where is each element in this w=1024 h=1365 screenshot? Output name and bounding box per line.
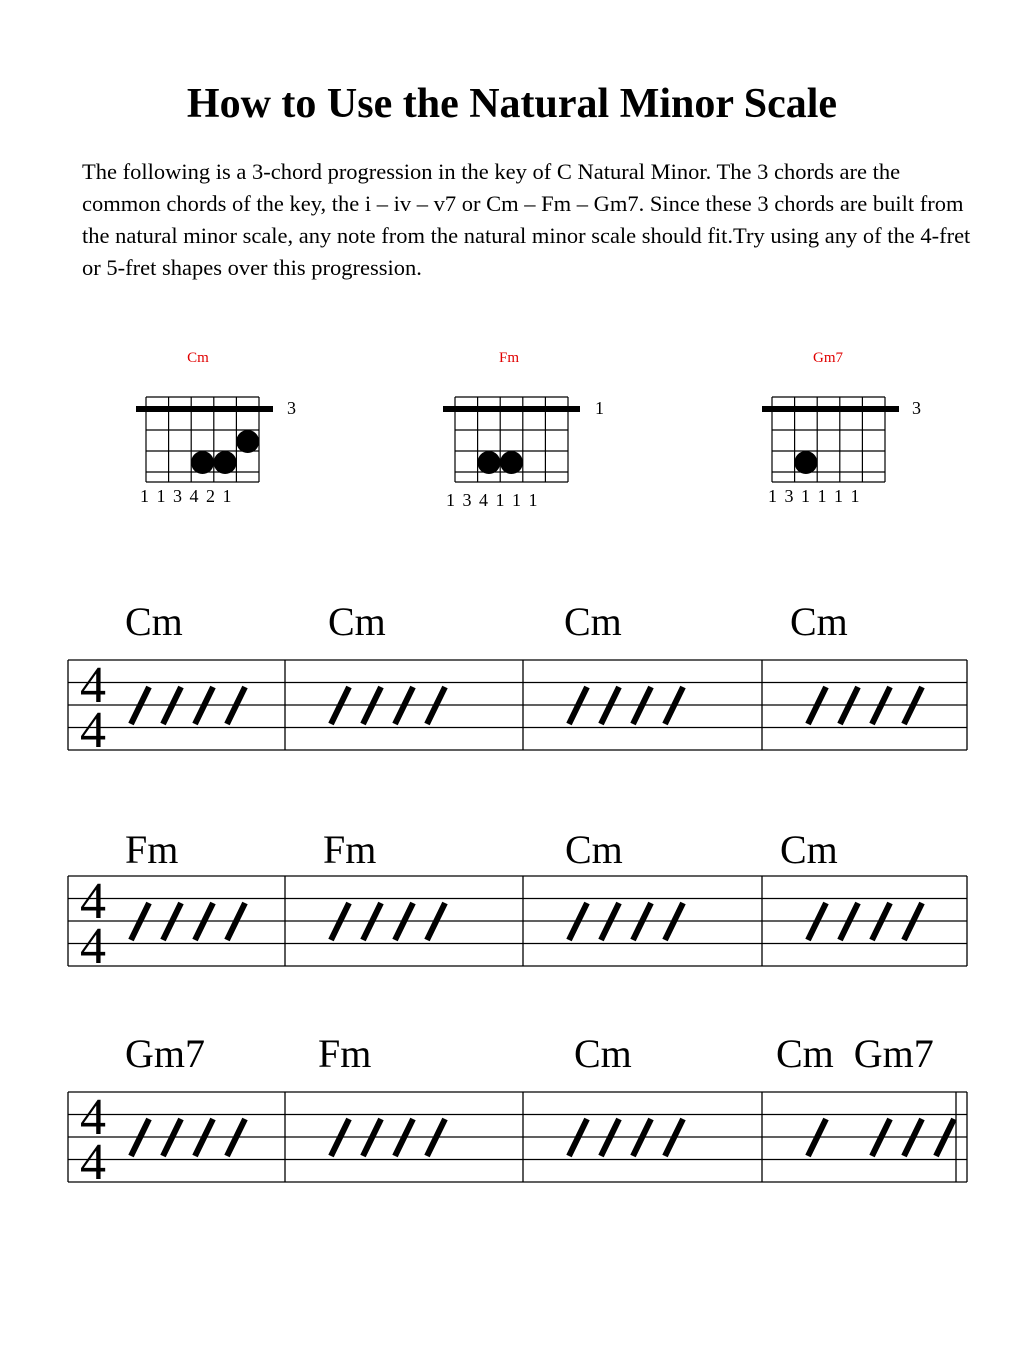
- chord-diagram-name: Gm7: [813, 350, 843, 366]
- time-signature-bottom: 4: [80, 1134, 106, 1191]
- chord-diagram-name: Cm: [187, 350, 209, 366]
- fingering-label: 1 3 4 1 1 1: [446, 490, 538, 510]
- page-title: How to Use the Natural Minor Scale: [186, 81, 838, 127]
- chord-symbol: Gm7: [125, 1031, 205, 1076]
- chord-symbol: Cm Gm7: [776, 1031, 934, 1076]
- chord-symbol: Cm: [564, 599, 622, 644]
- time-signature-bottom: 4: [80, 702, 106, 759]
- time-signature-top: 4: [80, 873, 106, 930]
- chord-diagram-name: Fm: [498, 350, 519, 366]
- chord-symbol: Cm: [780, 827, 838, 872]
- fingering-label: 1 1 3 4 2 1: [140, 486, 232, 506]
- chord-symbol: Fm: [318, 1031, 372, 1076]
- time-signature-top: 4: [80, 657, 106, 714]
- chord-symbol: Cm: [790, 599, 848, 644]
- fret-number: 3: [912, 398, 921, 418]
- chord-symbol: Cm: [328, 599, 386, 644]
- chord-symbol: Fm: [125, 827, 179, 872]
- fret-number: 1: [595, 398, 604, 418]
- chord-symbol: Cm: [125, 599, 183, 644]
- chord-symbol: Fm: [323, 827, 377, 872]
- fret-number: 3: [287, 398, 296, 418]
- chord-symbol: Cm: [565, 827, 623, 872]
- fingering-label: 1 3 1 1 1 1: [768, 486, 860, 506]
- intro-paragraph: The following is a 3-chord progression in the key of C Natural Minor. The 3 chords are the common chords of the key, the i – iv – v7 or Cm – Fm – Gm7. Since these 3 chords are built from the natural minor scale, any note from the natural minor scale should fit.Try using any of the 4-fret or 5-fret shapes over this progression.: [82, 159, 971, 280]
- time-signature-bottom: 4: [80, 918, 106, 975]
- time-signature-top: 4: [80, 1089, 106, 1146]
- chord-symbol: Cm: [574, 1031, 632, 1076]
